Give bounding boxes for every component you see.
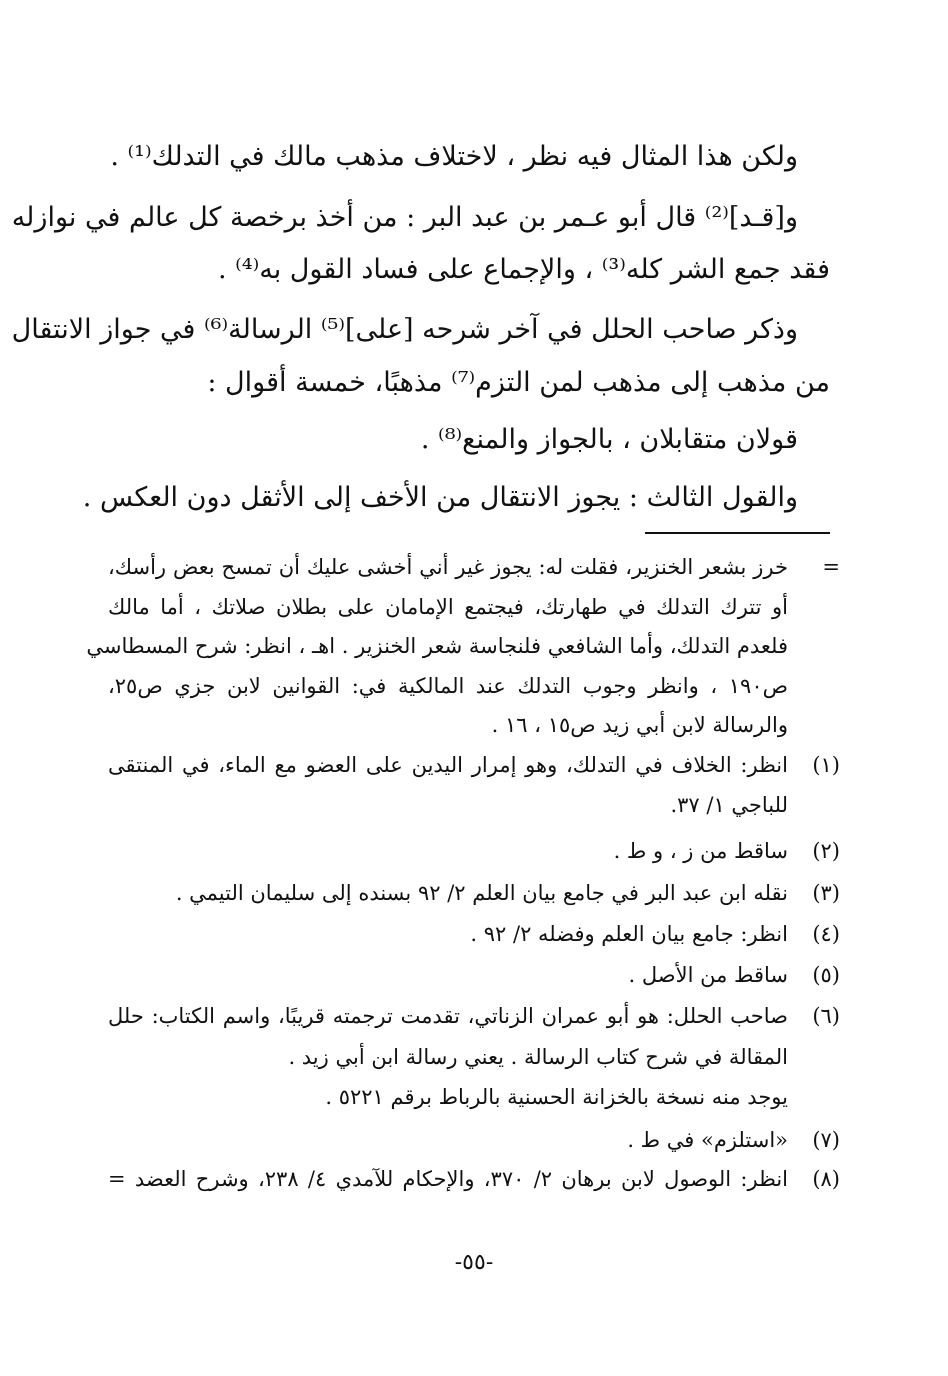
footnote-number-1: (١) xyxy=(812,753,840,777)
continuation-line-3: فلعدم التدلك، وأما الشافعي فلنجاسة شعر الخنزير . اهـ ، انظر: شرح المسطاسي xyxy=(86,634,788,658)
footnote-number-4: (٤) xyxy=(812,922,840,946)
footnote-7-line-1: «استلزم» في ط . xyxy=(627,1128,788,1152)
continuation-marker: = xyxy=(822,555,840,579)
footnote-6-line-2: المقالة في شرح كتاب الرسالة . يعني رسالة ابن أبي زيد . xyxy=(288,1045,788,1069)
continuation-line-1: خرز بشعر الخنزير، فقلت له: يجوز غير أني أخشى عليك أن تمسح بعض رأسك، xyxy=(108,555,788,579)
continuation-line-2: أو تترك التدلك في طهارتك، فيجتمع الإمامان على بطلان صلاتك ، أما مالك xyxy=(108,595,788,619)
body-line-7: والقول الثالث : يجوز الانتقال من الأخف إلى الأثقل دون العكس . xyxy=(82,482,798,513)
footnote-number-6: (٦) xyxy=(812,1004,840,1028)
body-line-5: من مذهب إلى مذهب لمن التزم⁽⁷⁾ مذهبًا، خمسة أقوال : xyxy=(207,367,830,398)
footnote-6-line-1: صاحب الحلل: هو أبو عمران الزناتي، تقدمت ترجمته قريبًا، واسم الكتاب: حلل xyxy=(108,1004,788,1028)
footnote-number-8: (٨) xyxy=(812,1167,840,1191)
footnote-1-line-2: للباجي ١/ ٣٧. xyxy=(670,793,788,817)
footnote-3-line-1: نقله ابن عبد البر في جامع بيان العلم ٢/ ٩٢ بسنده إلى سليمان التيمي . xyxy=(175,881,788,905)
footnote-number-2: (٢) xyxy=(812,839,840,863)
body-line-3: فقد جمع الشر كله⁽³⁾ ، والإجماع على فساد القول به⁽⁴⁾ . xyxy=(217,254,830,285)
body-line-1: ولكن هذا المثال فيه نظر ، لاختلاف مذهب مالك في التدلك⁽¹⁾ . xyxy=(110,141,798,172)
footnote-8-line-1: انظر: الوصول لابن برهان ٢/ ٣٧٠، والإحكام للآمدي ٤/ ٢٣٨، وشرح العضد = xyxy=(108,1167,788,1191)
body-line-2: و[قـد]⁽²⁾ قال أبو عـمر بن عبد البر : من أخذ برخصة كل عالم في نوازله xyxy=(11,202,798,233)
body-line-4: وذكر صاحب الحلل في آخر شرحه [على]⁽⁵⁾ الرسالة⁽⁶⁾ في جواز الانتقال xyxy=(11,314,798,345)
footnote-1-line-1: انظر: الخلاف في التدلك، وهو إمرار اليدين على العضو مع الماء، في المنتقى xyxy=(108,753,788,777)
footnote-number-5: (٥) xyxy=(812,963,840,987)
footnote-number-7: (٧) xyxy=(812,1128,840,1152)
continuation-line-5: والرسالة لابن أبي زيد ص١٥ ، ١٦ . xyxy=(491,713,788,737)
page-number: -٥٥- xyxy=(454,1250,494,1275)
footnote-5-line-1: ساقط من الأصل . xyxy=(628,963,788,987)
continuation-line-4: ص١٩٠ ، وانظر وجوب التدلك عند المالكية في: القوانين لابن جزي ص٢٥، xyxy=(108,674,788,698)
footnote-separator xyxy=(645,532,830,534)
footnote-4-line-1: انظر: جامع بيان العلم وفضله ٢/ ٩٢ . xyxy=(470,922,788,946)
footnote-6-line-3: يوجد منه نسخة بالخزانة الحسنية بالرباط برقم ٥٢٢١ . xyxy=(325,1085,788,1109)
footnote-number-3: (٣) xyxy=(812,881,840,905)
footnote-2-line-1: ساقط من ز ، و ط . xyxy=(613,839,788,863)
body-line-6: قولان متقابلان ، بالجواز والمنع⁽⁸⁾ . xyxy=(420,424,798,455)
